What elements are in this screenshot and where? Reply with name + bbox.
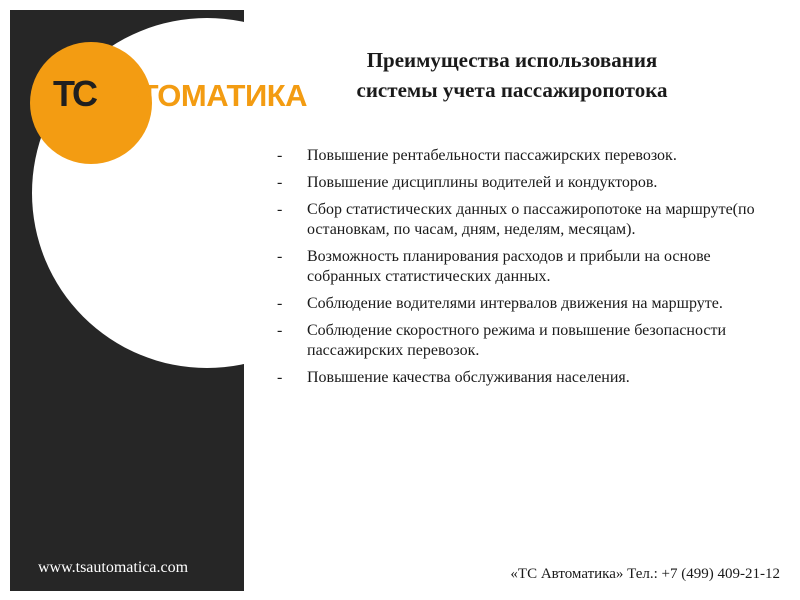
contact-info: «ТС Автоматика» Тел.: +7 (499) 409-21-12 bbox=[510, 566, 780, 582]
website-url: www.tsautomatica.com bbox=[38, 559, 189, 576]
benefit-text: Повышение рентабельности пассажирских перевозок. bbox=[307, 147, 677, 164]
benefit-text: Возможность планирования расходов и прибыли на основе собранных статистических данных. bbox=[307, 248, 711, 285]
benefit-text: Сбор статистических данных о пассажиропотоке на маршруте(по остановкам, по часам, дням, неделям, месяцам). bbox=[307, 201, 755, 238]
company-logo bbox=[53, 74, 307, 114]
bullet-dash: - bbox=[277, 322, 283, 339]
bullet-dash: - bbox=[277, 201, 283, 218]
benefit-item bbox=[274, 247, 774, 287]
benefit-item bbox=[274, 321, 774, 361]
logo-name: АВТОМАТИКА bbox=[97, 78, 308, 113]
benefit-text: Соблюдение скоростного режима и повышение безопасности пассажирских перевозок. bbox=[307, 322, 727, 359]
benefits-list bbox=[274, 146, 774, 395]
benefit-item bbox=[274, 200, 774, 240]
title-line-1: Преимущества использования bbox=[366, 48, 658, 72]
bullet-dash: - bbox=[277, 174, 283, 191]
benefit-item bbox=[274, 368, 774, 388]
benefit-item bbox=[274, 173, 774, 193]
bullet-dash: - bbox=[277, 147, 283, 164]
bullet-dash: - bbox=[277, 248, 283, 265]
benefit-text: Повышение качества обслуживания населения. bbox=[307, 369, 630, 386]
benefit-text: Соблюдение водителями интервалов движения на маршруте. bbox=[307, 295, 723, 312]
bullet-dash: - bbox=[277, 369, 283, 386]
slide-title bbox=[292, 45, 732, 105]
title-line-2: системы учета пассажиропотока bbox=[356, 78, 668, 102]
benefit-text: Повышение дисциплины водителей и кондукторов. bbox=[307, 174, 658, 191]
benefit-item bbox=[274, 294, 774, 314]
logo-tc: ТС bbox=[53, 73, 95, 114]
benefit-item bbox=[274, 146, 774, 166]
bullet-dash: - bbox=[277, 295, 283, 312]
